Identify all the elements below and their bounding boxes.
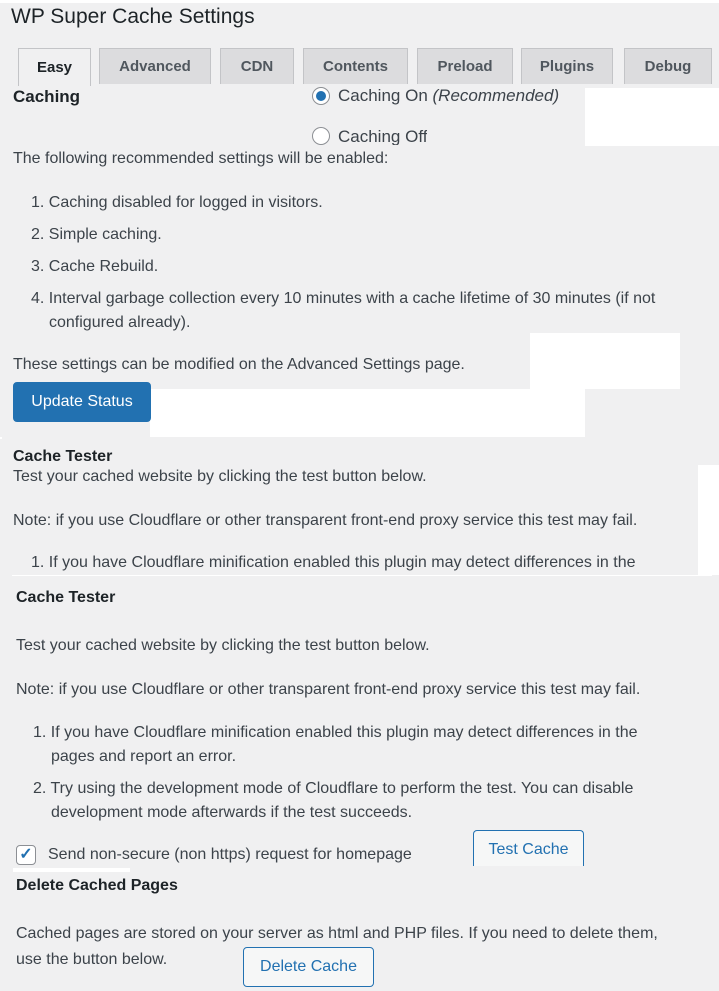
advanced-note: These settings can be modified on the Advanced Settings page. xyxy=(13,356,465,373)
list-item: 2. Try using the development mode of Cloudflare to perform the test. You can disable xyxy=(33,780,634,797)
list-item-cont: configured already). xyxy=(49,314,191,331)
list-item: 1. If you have Cloudflare minification enabled this plugin may detect differences in the xyxy=(31,554,636,571)
cache-tester-note: Note: if you use Cloudflare or other transparent front-end proxy service this test may fail. xyxy=(13,512,638,529)
delete-cached-heading: Delete Cached Pages xyxy=(16,877,178,894)
cache-tester-note-2: Note: if you use Cloudflare or other transparent front-end proxy service this test may fail. xyxy=(16,681,641,698)
delete-cache-button[interactable]: Delete Cache xyxy=(243,947,374,987)
tab-easy[interactable]: Easy xyxy=(18,48,91,86)
recommended-intro: The following recommended settings will be enabled: xyxy=(13,150,389,167)
caching-on-label: Caching On xyxy=(338,86,428,105)
caching-on-radio[interactable] xyxy=(312,87,330,105)
tab-plugins[interactable]: Plugins xyxy=(521,48,613,84)
delete-text: Cached pages are stored on your server as html and PHP files. If you need to delete them, xyxy=(16,925,658,942)
cache-tester-heading: Cache Tester xyxy=(13,448,113,465)
page-title: WP Super Cache Settings xyxy=(11,5,255,28)
non-https-checkbox[interactable]: ✓ xyxy=(16,845,36,865)
test-cache-button[interactable]: Test Cache xyxy=(473,830,584,866)
non-https-label: Send non-secure (non https) request for homepage xyxy=(48,846,412,863)
list-item: 3. Cache Rebuild. xyxy=(31,258,159,275)
delete-text-2: use the button below. xyxy=(16,951,168,968)
list-item: 2. Simple caching. xyxy=(31,226,162,243)
tab-contents[interactable]: Contents xyxy=(303,48,408,84)
bg-patch xyxy=(0,0,719,3)
update-status-button[interactable]: Update Status xyxy=(13,382,151,422)
list-item-cont: pages and report an error. xyxy=(51,748,237,765)
recommended-note: (Recommended) xyxy=(432,86,560,105)
list-item: 1. Caching disabled for logged in visitors. xyxy=(31,194,323,211)
tab-advanced[interactable]: Advanced xyxy=(99,48,211,84)
bg-patch xyxy=(698,465,719,575)
tab-debug[interactable]: Debug xyxy=(624,48,712,84)
cache-tester-heading-2: Cache Tester xyxy=(16,589,116,606)
list-item: 1. If you have Cloudflare minification enabled this plugin may detect differences in the xyxy=(33,724,638,741)
list-item-cont: development mode afterwards if the test succeeds. xyxy=(51,804,413,821)
bg-patch xyxy=(585,88,719,146)
bg-patch xyxy=(530,333,680,389)
tab-cdn[interactable]: CDN xyxy=(220,48,294,84)
bg-patch xyxy=(150,389,585,437)
caching-off-radio[interactable] xyxy=(312,127,330,145)
caching-label: Caching xyxy=(13,87,81,106)
list-item: 4. Interval garbage collection every 10 minutes with a cache lifetime of 30 minutes (if not xyxy=(31,290,656,307)
bg-patch xyxy=(13,868,130,872)
bg-patch xyxy=(0,437,2,439)
caching-off-label: Caching Off xyxy=(338,127,428,145)
bg-patch xyxy=(12,575,712,576)
tab-preload[interactable]: Preload xyxy=(417,48,513,84)
cache-tester-desc-2: Test your cached website by clicking the test button below. xyxy=(16,637,430,654)
cache-tester-desc: Test your cached website by clicking the test button below. xyxy=(13,468,427,485)
